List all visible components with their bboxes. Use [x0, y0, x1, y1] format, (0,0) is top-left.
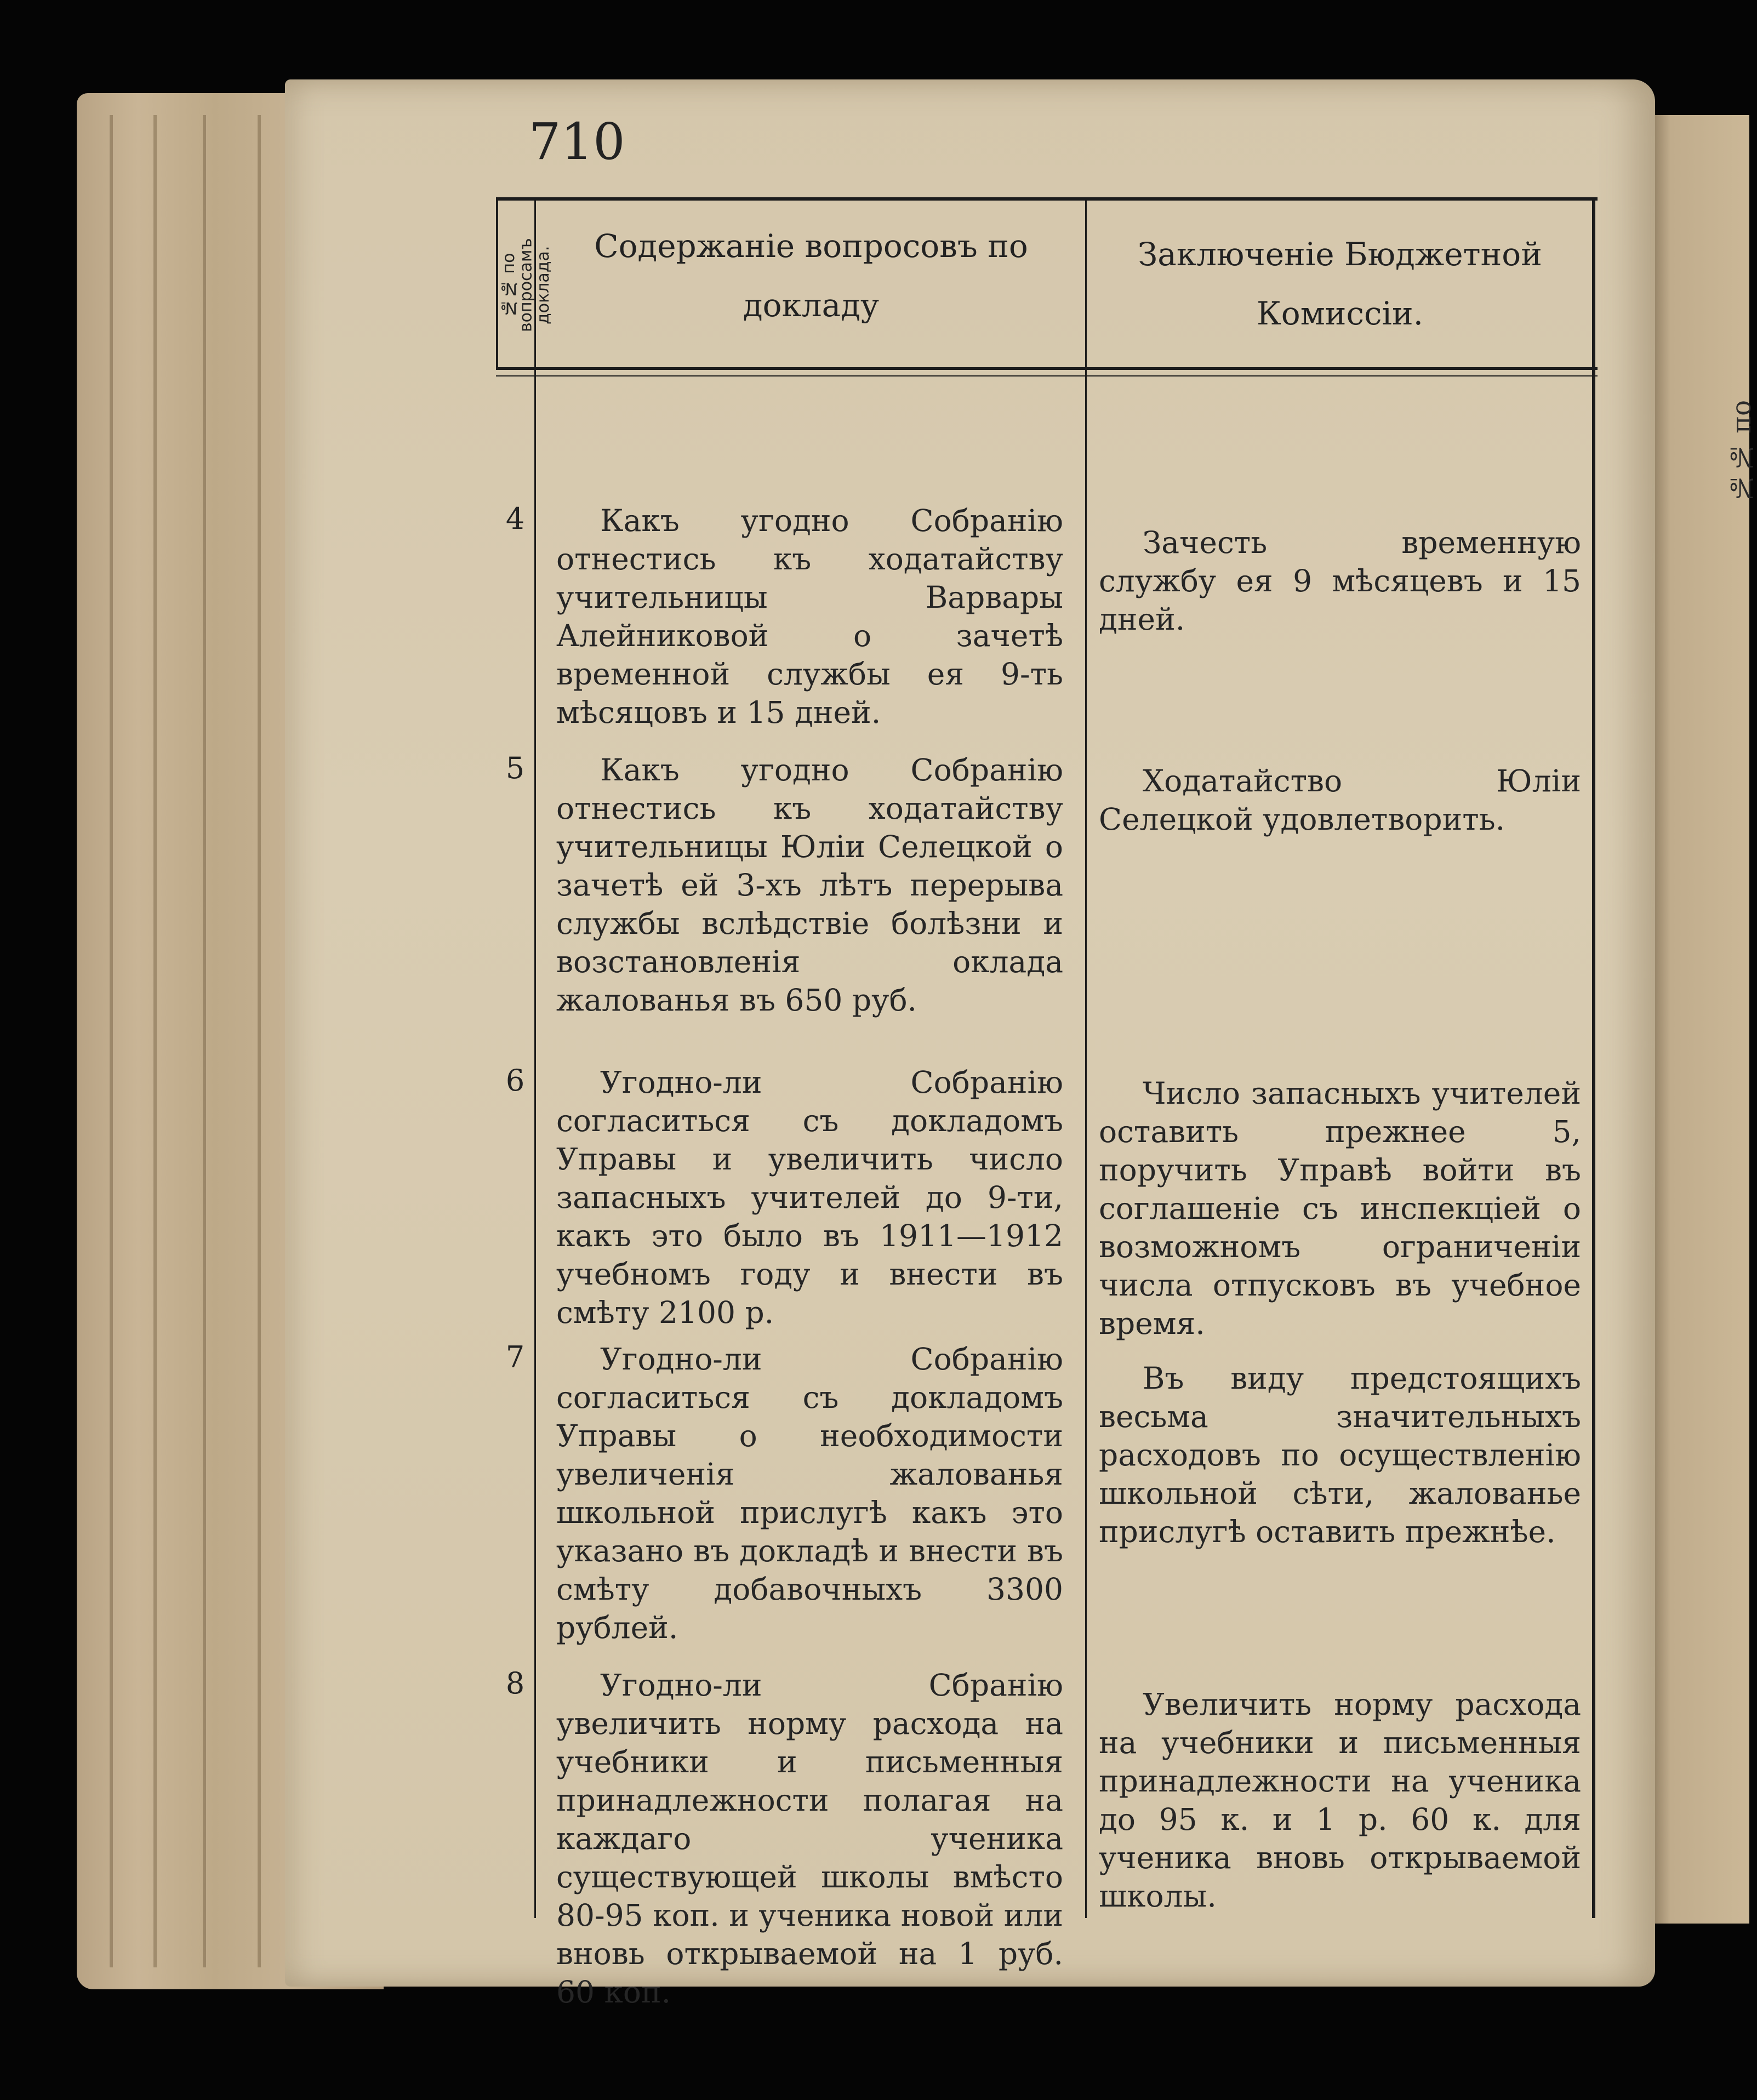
middle-column-rule	[1085, 197, 1087, 1918]
header-conclusion-column: Заключеніе Бюджетной Комиссіи.	[1138, 236, 1542, 332]
question-text: Угодно-ли Сбранію увеличить норму расхода на учебники и письменныя принадлежности полагая на каждаго ученика существующей школы вмѣсто 80-95 коп. и ученика новой или вновь открываемой на 1 руб. 60 коп.	[556, 1668, 1063, 2010]
number-column-rule	[534, 197, 536, 1918]
right-rule	[1592, 197, 1595, 1918]
header-rule-thin	[496, 375, 1598, 376]
table-top-rule	[496, 197, 1598, 201]
header-number-column: №№ по вопросамъ доклада.	[499, 238, 553, 332]
conclusion-text: Зачесть временную службу ея 9 мѣсяцевъ и 15 дней.	[1099, 525, 1581, 637]
conclusion-text: Въ виду предстоящихъ весьма значительныхъ расходовъ по осуществленію школьной сѣти, жалованье прислугѣ оставить прежнѣе.	[1099, 1361, 1581, 1549]
question-text: Угодно-ли Собранію согласиться съ докладомъ Управы о необходимости увеличенія жалованья школьной прислугѣ какъ это указано въ докладѣ и внести въ смѣту добавочныхъ 3300 рублей.	[556, 1342, 1063, 1645]
question-text: Угодно-ли Собранію согласиться съ докладомъ Управы и увеличить число запасныхъ учителей до 9-ти, какъ это было въ 1911—1912 учебномъ году и внести въ смѣту 2100 р.	[556, 1065, 1063, 1330]
conclusion-text: Увеличить норму расхода на учебники и письменныя принадлежности на ученика до 95 к. и 1 р. 60 к. для ученика вновь открываемой школы.	[1099, 1687, 1581, 1914]
row-number: 4	[505, 501, 525, 536]
report-table	[496, 197, 1598, 2010]
header-content-column: Содержаніе вопросовъ по докладу	[594, 227, 1028, 324]
row-number: 5	[505, 751, 525, 785]
page-number: 710	[529, 112, 625, 171]
row-number: 7	[505, 1340, 525, 1374]
conclusion-text: Число запасныхъ учителей оставить прежнее 5, поручить Управѣ войти въ соглашеніе съ инспекціей о возможномъ ограниченіи числа отпусковъ въ учебное время.	[1099, 1076, 1581, 1341]
facing-page-strip	[1644, 115, 1757, 1924]
question-text: Какъ угодно Собранію отнестись къ ходатайству учительницы Варвары Алейниковой о зачетѣ временной службы ея 9-ть мѣсяцовъ и 15 дней.	[556, 503, 1063, 730]
document-page	[285, 79, 1655, 2010]
facing-page-margin-text: №№ по	[1726, 400, 1757, 504]
left-rule	[496, 197, 498, 367]
question-text: Какъ угодно Собранію отнестись къ ходатайству учительницы Юліи Селецкой о зачетѣ ей 3-хъ лѣтъ перерыва службы вслѣдствіе болѣзни и возстановленія оклада жалованья въ 650 руб.	[556, 752, 1063, 1018]
row-number: 6	[505, 1063, 525, 1098]
header-rule	[496, 367, 1598, 370]
conclusion-text: Ходатайство Юліи Селецкой удовлетворить.	[1099, 763, 1581, 837]
row-number: 8	[505, 1666, 525, 1700]
